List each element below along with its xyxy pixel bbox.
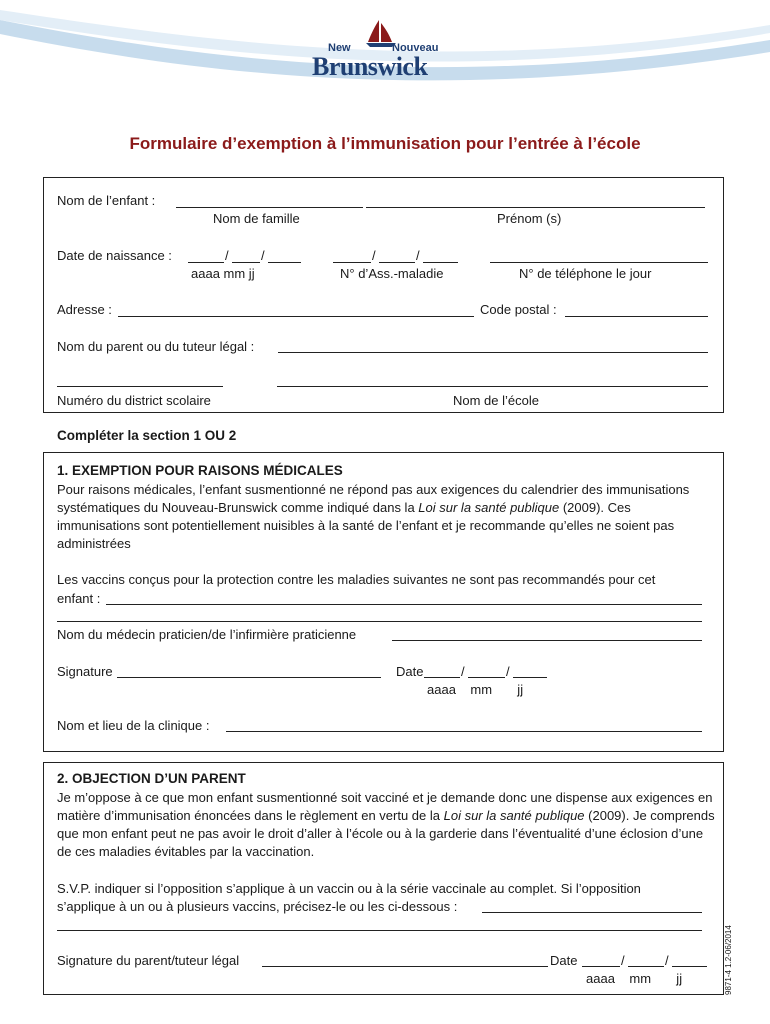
health-number-field-3[interactable] <box>423 262 458 263</box>
guardian-signature-field[interactable] <box>262 966 548 967</box>
vaccines-text-line2: enfant : <box>57 591 101 606</box>
section1-date-slash-1: / <box>461 664 465 679</box>
section1-para-a: Pour raisons médicales, l’enfant susmentionné ne répond pas aux exigences du calendrier des immunisations systématiques du Nouveau-Brunswick comme indiqué dans la <box>57 482 690 515</box>
postal-code-field[interactable] <box>565 316 708 317</box>
child-info-box <box>43 177 724 413</box>
dob-label: Date de naissance : <box>57 248 172 263</box>
practitioner-label: Nom du médecin praticien/de l’infirmière praticienne <box>57 627 357 642</box>
given-name-caption: Prénom (s) <box>497 211 562 226</box>
dob-month-field[interactable] <box>232 262 260 263</box>
section2-date-label: Date <box>550 953 578 968</box>
section1-date-label: Date <box>396 664 424 679</box>
phone-caption: N° de téléphone le jour <box>519 266 652 281</box>
surname-caption: Nom de famille <box>213 211 300 226</box>
nb-logo <box>300 18 470 81</box>
dob-day-field[interactable] <box>268 262 301 263</box>
vaccines-field-2[interactable] <box>57 621 702 622</box>
objection-text-line2: s’applique à un ou à plusieurs vaccins, précisez-le ou les ci-dessous : <box>57 899 458 914</box>
section2-para-b: (2009). Je comprends que mon enfant peut ne pas avoir le droit d’aller à l’école ou à la garderie dans l’éventualité d’une éclosion d’une de ces maladies évitables par la vaccination. <box>57 808 715 859</box>
form-code: 9871-4 1.2-06/2014 <box>724 925 733 995</box>
health-number-field-2[interactable] <box>379 262 415 263</box>
logo-new: New <box>328 42 351 54</box>
surname-field[interactable] <box>176 207 363 208</box>
section1-date-month[interactable] <box>468 677 505 678</box>
health-slash-2: / <box>416 248 420 263</box>
dob-slash-1: / <box>225 248 229 263</box>
vaccines-text-line1: Les vaccins conçus pour la protection contre les maladies suivantes ne sont pas recommandés pour cet <box>57 572 656 587</box>
objection-field-2[interactable] <box>57 930 702 931</box>
instruction-heading: Compléter la section 1 OU 2 <box>57 428 237 443</box>
section1-signature-label: Signature <box>57 664 113 679</box>
section2-date-month[interactable] <box>628 966 664 967</box>
dob-slash-2: / <box>261 248 265 263</box>
dob-caption: aaaa mm jj <box>191 266 255 281</box>
address-field[interactable] <box>118 316 474 317</box>
section2-para-a: Je m’oppose à ce que mon enfant susmentionné soit vacciné et je demande donc une dispense aux exigences en matière d’immunisation énoncées dans le règlement en vertu de la <box>57 790 713 823</box>
section2-date-slash-2: / <box>665 953 669 968</box>
section2-law-name: Loi sur la santé publique <box>443 808 585 823</box>
section1-heading: 1. EXEMPTION POUR RAISONS MÉDICALES <box>57 463 343 478</box>
school-caption: Nom de l’école <box>453 393 539 408</box>
child-name-label: Nom de l’enfant : <box>57 193 156 208</box>
practitioner-field[interactable] <box>392 640 702 641</box>
phone-field[interactable] <box>490 262 708 263</box>
health-slash-1: / <box>372 248 376 263</box>
district-field[interactable] <box>57 386 223 387</box>
section1-law-name: Loi sur la santé publique <box>418 500 560 515</box>
objection-text-line1: S.V.P. indiquer si l’opposition s’applique à un vaccin ou à la série vaccinale au complet. Si l’opposition <box>57 881 641 896</box>
postal-code-label: Code postal : <box>480 302 557 317</box>
section1-signature-field[interactable] <box>117 677 381 678</box>
given-name-field[interactable] <box>366 207 705 208</box>
section1-date-slash-2: / <box>506 664 510 679</box>
section2-date-year[interactable] <box>582 966 620 967</box>
vaccines-field-1[interactable] <box>106 604 702 605</box>
guardian-field[interactable] <box>278 352 708 353</box>
section1-date-caption: aaaa mm jj <box>427 682 524 697</box>
section2-date-day[interactable] <box>672 966 707 967</box>
dob-year-field[interactable] <box>188 262 224 263</box>
school-field[interactable] <box>277 386 708 387</box>
address-label: Adresse : <box>57 302 112 317</box>
guardian-signature-label: Signature du parent/tuteur légal <box>57 953 240 968</box>
objection-field-1[interactable] <box>482 912 702 913</box>
section2-paragraph <box>57 789 717 861</box>
form-title: Formulaire d’exemption à l’immunisation pour l’entrée à l’école <box>129 134 641 153</box>
clinic-field[interactable] <box>226 731 702 732</box>
section1-paragraph <box>57 481 717 553</box>
logo-nouveau: Nouveau <box>392 42 439 54</box>
clinic-label: Nom et lieu de la clinique : <box>57 718 210 733</box>
health-caption: N° d’Ass.-maladie <box>340 266 444 281</box>
section1-date-year[interactable] <box>424 677 460 678</box>
section2-date-caption: aaaa mm jj <box>586 971 683 986</box>
section1-para-b: (2009). Ces immunisations sont potentiellement nuisibles à la santé de l’enfant et je recommande qu’elles ne soient pas administrées <box>57 500 675 551</box>
health-number-field-1[interactable] <box>333 262 371 263</box>
logo-brunswick: Brunswick <box>312 52 428 81</box>
guardian-label: Nom du parent ou du tuteur légal : <box>57 339 255 354</box>
section2-date-slash-1: / <box>621 953 625 968</box>
section1-date-day[interactable] <box>513 677 547 678</box>
section2-heading: 2. OBJECTION D’UN PARENT <box>57 771 246 786</box>
district-caption: Numéro du district scolaire <box>57 393 211 408</box>
